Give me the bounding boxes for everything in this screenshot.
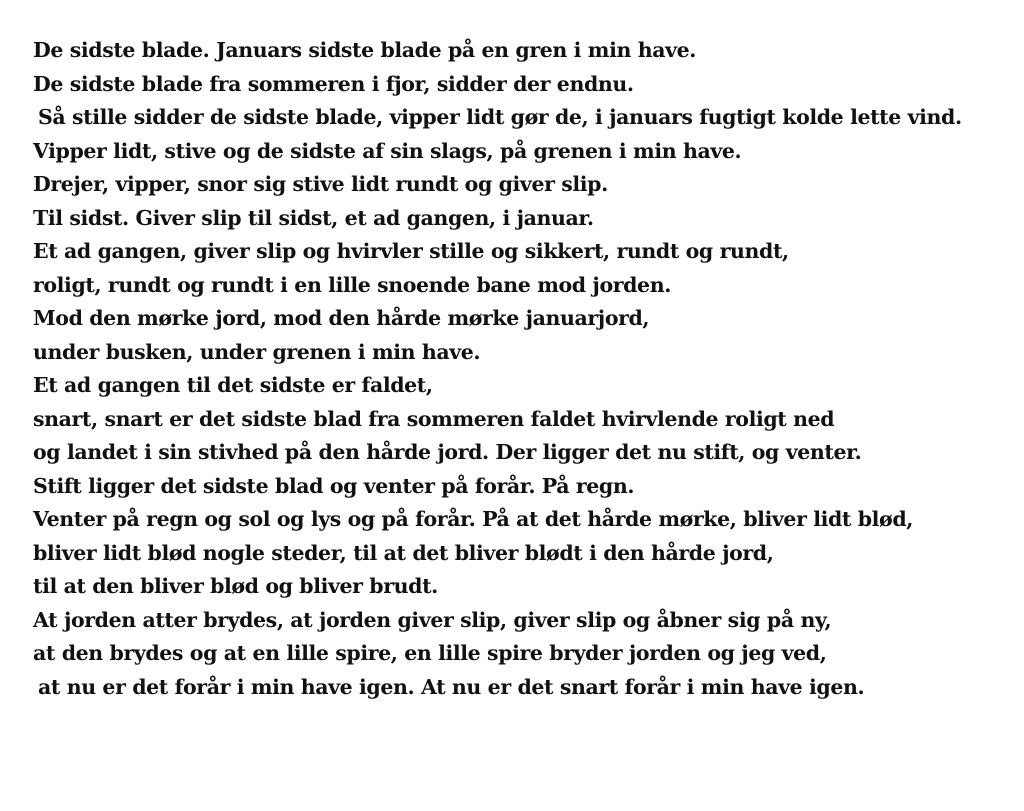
- poem-line-20: at nu er det forår i min have igen. At nu er det snart forår i min have igen.: [38, 674, 865, 699]
- poem-line-11: Et ad gangen til det sidste er faldet,: [33, 373, 433, 397]
- poem-line-13: og landet i sin stivhed på den hårde jord. Der ligger det nu stift, og venter.: [33, 440, 862, 464]
- poem-line-1: De sidste blade. Januars sidste blade på en gren i min have.: [33, 38, 696, 62]
- poem-line-5: Drejer, vipper, snor sig stive lidt rundt og giver slip.: [33, 172, 608, 196]
- poem-line-8: roligt, rundt og rundt i en lille snoende bane mod jorden.: [33, 272, 671, 297]
- poem-line-6: Til sidst. Giver slip til sidst, et ad gangen, i januar.: [33, 205, 594, 230]
- poem-line-4: Vipper lidt, stive og de sidste af sin slags, på grenen i min have.: [33, 138, 742, 163]
- poem-line-3: Så stille sidder de sidste blade, vipper lidt gør de, i januars fugtigt kolde lette vind.: [38, 105, 962, 129]
- poem-line-14: Stift ligger det sidste blad og venter på forår. På regn.: [33, 473, 635, 498]
- poem-line-18: At jorden atter brydes, at jorden giver slip, giver slip og åbner sig på ny,: [33, 607, 832, 632]
- poem-line-16: bliver lidt blød nogle steder, til at det bliver blødt i den hårde jord,: [33, 540, 774, 565]
- poem-line-17: til at den bliver blød og bliver brudt.: [33, 574, 438, 598]
- poem-line-7: Et ad gangen, giver slip og hvirvler stille og sikkert, rundt og rundt,: [33, 239, 789, 263]
- poem-line-2: De sidste blade fra sommeren i fjor, sidder der endnu.: [33, 71, 634, 96]
- poem-line-19: at den brydes og at en lille spire, en lille spire bryder jorden og jeg ved,: [33, 641, 827, 665]
- poem-line-12: snart, snart er det sidste blad fra sommeren faldet hvirvlende roligt ned: [33, 406, 835, 431]
- poem-text: [33, 34, 1013, 704]
- poem-line-10: under busken, under grenen i min have.: [33, 339, 481, 364]
- poem-line-15: Venter på regn og sol og lys og på forår. På at det hårde mørke, bliver lidt blød,: [33, 507, 913, 531]
- poem-line-9: Mod den mørke jord, mod den hårde mørke januarjord,: [33, 306, 650, 330]
